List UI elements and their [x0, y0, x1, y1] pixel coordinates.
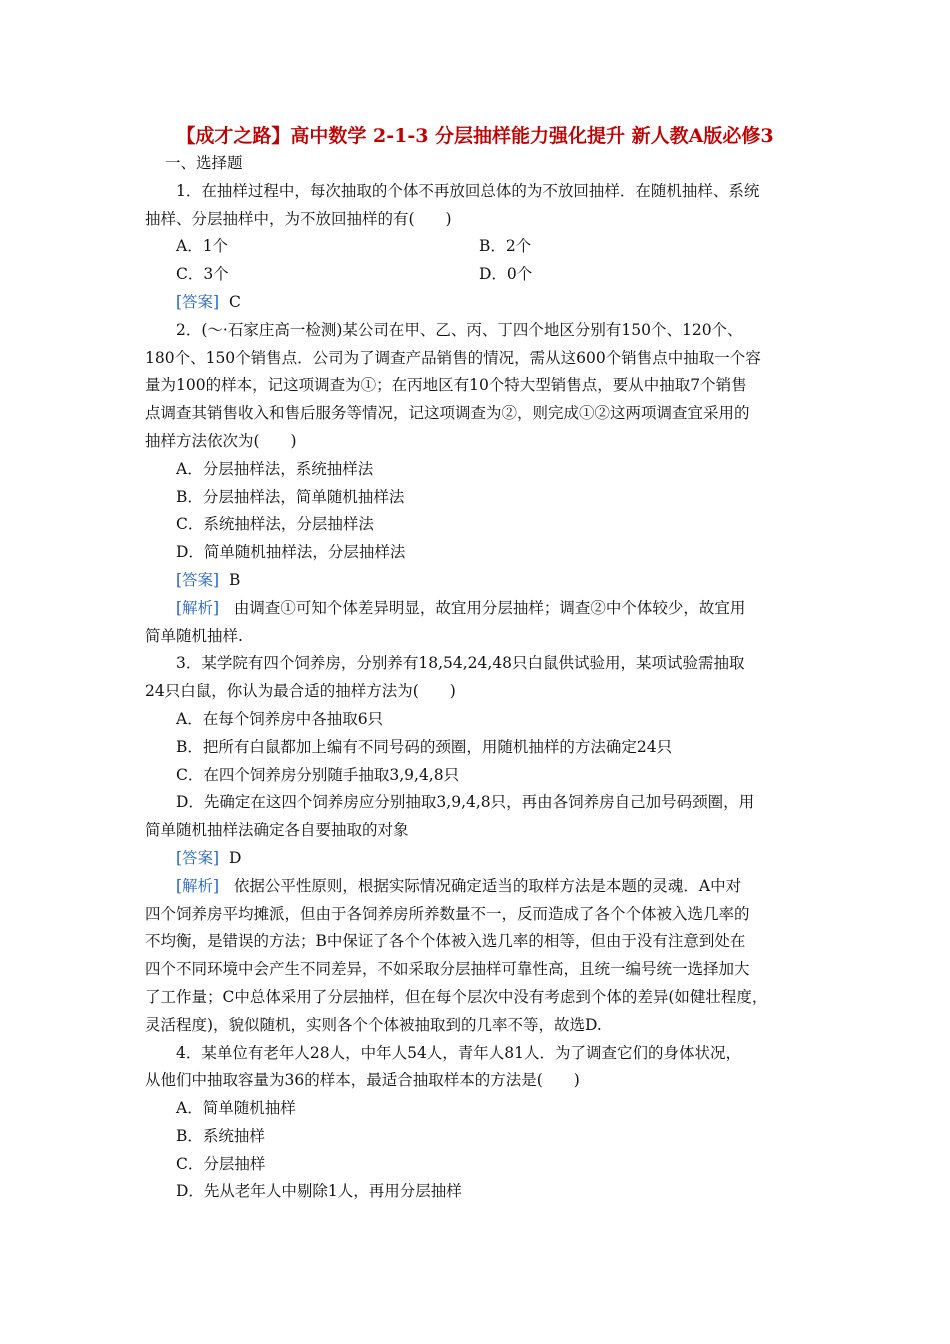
- question-1: [145, 178, 813, 317]
- answer-tag: [答案]: [176, 848, 220, 867]
- analysis-line: 不均衡，是错误的方法；B中保证了各个个体被入选几率的相等，但由于没有注意到处在: [145, 932, 746, 951]
- question-text-line: 抽样、分层抽样中，为不放回抽样的有( ): [145, 209, 452, 228]
- question-text-line: 1．在抽样过程中，每次抽取的个体不再放回总体的为不放回抽样．在随机抽样、系统: [176, 181, 760, 200]
- analysis-line: 四个不同环境中会产生不同差异，不如采取分层抽样可靠性高，且统一编号统一选择加大: [145, 960, 750, 979]
- option-c: C．系统抽样法，分层抽样法: [176, 515, 374, 534]
- analysis-line: 了工作量；C中总体采用了分层抽样，但在每个层次中没有考虑到个体的差异(如健壮程度，: [145, 987, 768, 1006]
- answer-line: [145, 289, 813, 317]
- option-a: A．分层抽样法，系统抽样法: [176, 459, 374, 478]
- option-c: C．在四个饲养房分别随手抽取3,9,4,8只: [176, 765, 460, 784]
- option-a: A．在每个饲养房中各抽取6只: [176, 709, 384, 728]
- analysis-tag: [解析]: [176, 876, 220, 895]
- question-2: [145, 317, 813, 651]
- answer-value: C: [228, 292, 241, 311]
- answer-tag: [答案]: [176, 292, 220, 311]
- option-c: C．3个: [176, 265, 229, 284]
- question-text-line: 180个、150个销售点．公司为了调查产品销售的情况，需从这600个销售点中抽取一个容: [145, 348, 761, 367]
- document-title: 【成才之路】高中数学 2-1-3 分层抽样能力强化提升 新人教A版必修3: [176, 125, 774, 147]
- document-body: [145, 150, 813, 1206]
- option-b: B．系统抽样: [176, 1126, 265, 1145]
- answer-tag: [答案]: [176, 570, 220, 589]
- analysis-line: 简单随机抽样.: [145, 626, 243, 645]
- option-d: D．0个: [479, 265, 533, 284]
- answer-value: D: [228, 848, 242, 867]
- option-row: [145, 261, 813, 289]
- question-text-line: 从他们中抽取容量为36的样本，最适合抽取样本的方法是( ): [145, 1071, 580, 1090]
- analysis-tag: [解析]: [176, 598, 220, 617]
- analysis-line: [145, 873, 813, 901]
- analysis-text: 由调查①可知个体差异明显，故宜用分层抽样；调查②中个体较少，故宜用: [233, 598, 746, 617]
- option-b: B．分层抽样法，简单随机抽样法: [176, 487, 405, 506]
- question-text-line: 2．(～·石家庄高一检测)某公司在甲、乙、丙、丁四个地区分别有150个、120个、: [176, 320, 743, 339]
- option-d: D．简单随机抽样法，分层抽样法: [176, 543, 406, 562]
- question-text-line: 4．某单位有老年人28人，中年人54人，青年人81人．为了调查它们的身体状况，: [176, 1043, 742, 1062]
- question-text-line: 量为100的样本，记这项调查为①；在丙地区有10个特大型销售点，要从中抽取7个销售: [145, 376, 747, 395]
- question-text-line: 24只白鼠，你认为最合适的抽样方法为( ): [145, 682, 456, 701]
- option-a: A．1个: [176, 237, 229, 256]
- question-text-line: 点调查其销售收入和售后服务等情况，记这项调查为②，则完成①②这两项调查宜采用的: [145, 404, 750, 423]
- question-text-line: 3．某学院有四个饲养房，分别养有18,54,24,48只白鼠供试验用，某项试验需抽取: [176, 654, 745, 673]
- question-4: [145, 1040, 813, 1207]
- question-text-line: 抽样方法依次为( ): [145, 431, 297, 450]
- option-d-continued: 简单随机抽样法确定各自要抽取的对象: [145, 821, 409, 840]
- answer-line: [145, 845, 813, 873]
- analysis-line: [145, 595, 813, 623]
- option-c: C．分层抽样: [176, 1154, 266, 1173]
- question-3: [145, 650, 813, 1039]
- option-d: D．先从老年人中剔除1人，再用分层抽样: [176, 1182, 462, 1201]
- option-a: A．简单随机抽样: [176, 1099, 296, 1118]
- answer-value: B: [228, 570, 241, 589]
- option-b: B．把所有白鼠都加上编有不同号码的颈圈，用随机抽样的方法确定24只: [176, 737, 673, 756]
- section-heading: 一、选择题: [165, 154, 243, 172]
- option-d: D．先确定在这四个饲养房应分别抽取3,9,4,8只，再由各饲养房自己加号码颈圈，用: [176, 793, 755, 812]
- analysis-text: 依据公平性原则，根据实际情况确定适当的取样方法是本题的灵魂．A中对: [233, 876, 742, 895]
- option-row: [145, 233, 813, 261]
- answer-line: [145, 567, 813, 595]
- analysis-line: 四个饲养房平均摊派，但由于各饲养房所养数量不一，反而造成了各个个体被入选几率的: [145, 904, 750, 923]
- option-b: B．2个: [479, 237, 532, 256]
- analysis-line: 灵活程度)，貌似随机，实则各个个体被抽取到的几率不等，故选D.: [145, 1015, 602, 1034]
